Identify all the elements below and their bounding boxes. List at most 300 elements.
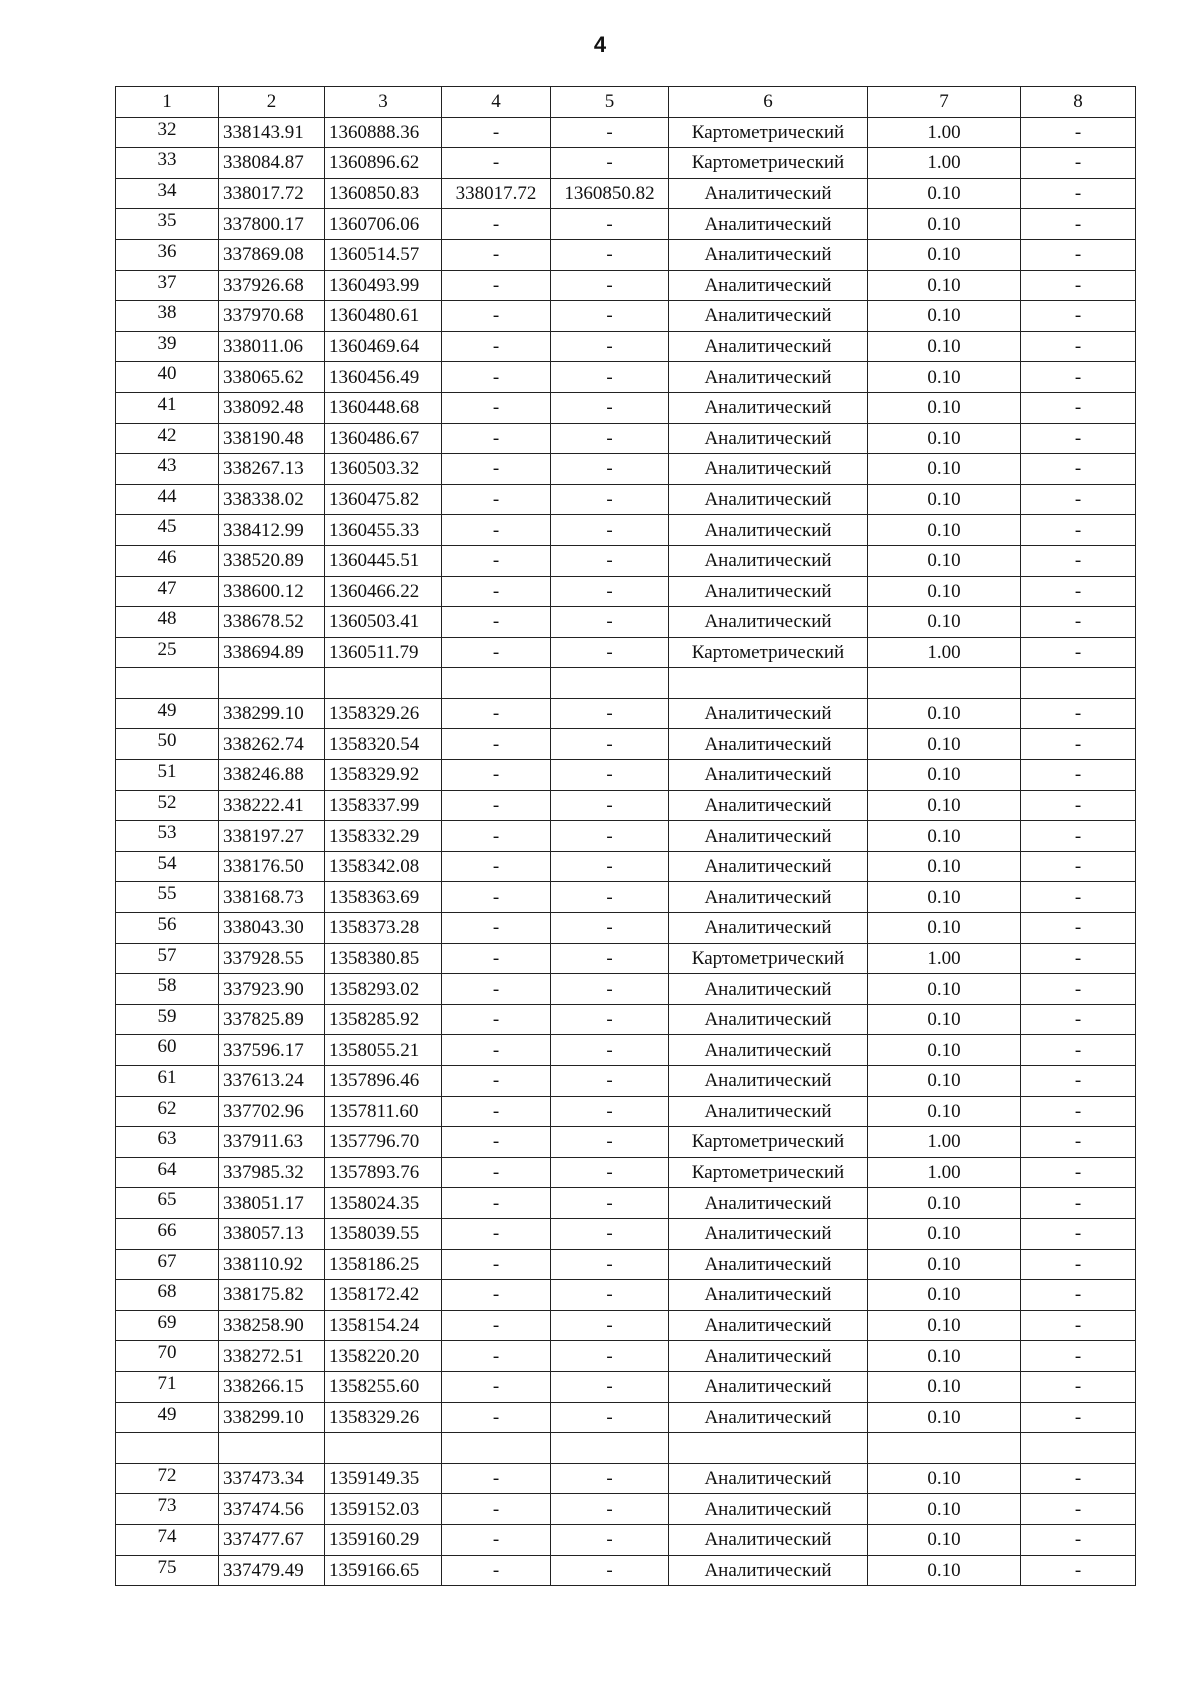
point-number-cell: 55 [116,882,219,913]
y-existing-cell: - [551,1463,669,1494]
method-cell: Аналитический [669,1280,868,1311]
y-existing-cell: 1360850.82 [551,178,669,209]
point-number-cell: 42 [116,423,219,454]
table-row [116,851,1136,882]
x-coordinate-cell: 337477.67 [219,1524,325,1555]
description-cell: - [1021,1555,1136,1586]
x-existing-cell: - [442,576,551,607]
x-coordinate-cell: 338258.90 [219,1310,325,1341]
y-existing-cell: - [551,515,669,546]
x-coordinate-cell: 337985.32 [219,1157,325,1188]
accuracy-cell: 0.10 [868,1341,1021,1372]
table-row [116,1096,1136,1127]
x-existing-cell: - [442,913,551,944]
description-cell: - [1021,1310,1136,1341]
accuracy-cell: 0.10 [868,1402,1021,1433]
description-cell: - [1021,1157,1136,1188]
point-number-cell: 54 [116,851,219,882]
accuracy-cell: 0.10 [868,1524,1021,1555]
table-row [116,668,1136,699]
method-cell: Аналитический [669,239,868,270]
description-cell: - [1021,178,1136,209]
y-existing-cell: - [551,454,669,485]
y-existing-cell: - [551,545,669,576]
x-existing-cell: - [442,515,551,546]
accuracy-cell: 0.10 [868,1280,1021,1311]
accuracy-cell: 1.00 [868,1127,1021,1158]
method-cell: Аналитический [669,423,868,454]
accuracy-cell: 0.10 [868,1555,1021,1586]
x-existing-cell: - [442,239,551,270]
page-number: 4 [593,32,607,57]
x-coordinate-cell: 338051.17 [219,1188,325,1219]
point-number-cell: 59 [116,1004,219,1035]
y-existing-cell: - [551,1524,669,1555]
x-existing-cell: - [442,882,551,913]
y-coordinate-cell: 1358172.42 [325,1280,442,1311]
x-coordinate-cell: 337869.08 [219,239,325,270]
x-coordinate-cell [219,668,325,699]
description-cell: - [1021,270,1136,301]
y-existing-cell: - [551,331,669,362]
accuracy-cell: 0.10 [868,607,1021,638]
table-row [116,790,1136,821]
x-coordinate-cell: 337479.49 [219,1555,325,1586]
description-cell: - [1021,576,1136,607]
y-existing-cell: - [551,1035,669,1066]
table-row [116,454,1136,485]
y-coordinate-cell: 1360480.61 [325,301,442,332]
method-cell: Аналитический [669,515,868,546]
y-coordinate-cell: 1358186.25 [325,1249,442,1280]
column-header: 2 [219,87,325,118]
x-coordinate-cell: 337473.34 [219,1463,325,1494]
x-coordinate-cell: 338175.82 [219,1280,325,1311]
point-number-cell: 49 [116,1402,219,1433]
accuracy-cell: 0.10 [868,1494,1021,1525]
y-coordinate-cell: 1358320.54 [325,729,442,760]
method-cell: Картометрический [669,148,868,179]
y-coordinate-cell: 1360486.67 [325,423,442,454]
x-coordinate-cell [219,1433,325,1464]
x-existing-cell: - [442,1310,551,1341]
x-coordinate-cell: 338143.91 [219,117,325,148]
accuracy-cell: 0.10 [868,484,1021,515]
table-row [116,301,1136,332]
y-existing-cell [551,1433,669,1464]
x-existing-cell: - [442,270,551,301]
table-row [116,576,1136,607]
table-body [116,117,1136,1586]
y-existing-cell: - [551,301,669,332]
y-existing-cell: - [551,209,669,240]
accuracy-cell: 0.10 [868,454,1021,485]
point-number-cell: 57 [116,943,219,974]
description-cell: - [1021,1341,1136,1372]
method-cell: Аналитический [669,821,868,852]
table-row [116,1433,1136,1464]
accuracy-cell: 0.10 [868,1310,1021,1341]
accuracy-cell: 0.10 [868,760,1021,791]
y-coordinate-cell: 1358285.92 [325,1004,442,1035]
y-existing-cell: - [551,362,669,393]
method-cell: Аналитический [669,1310,868,1341]
point-number-cell: 34 [116,178,219,209]
accuracy-cell: 1.00 [868,148,1021,179]
x-existing-cell: - [442,1157,551,1188]
description-cell: - [1021,1524,1136,1555]
table-row [116,698,1136,729]
point-number-cell: 70 [116,1341,219,1372]
x-coordinate-cell: 338266.15 [219,1371,325,1402]
x-coordinate-cell: 338011.06 [219,331,325,362]
accuracy-cell: 0.10 [868,913,1021,944]
x-existing-cell: - [442,1280,551,1311]
x-coordinate-cell: 337702.96 [219,1096,325,1127]
x-existing-cell: - [442,148,551,179]
method-cell: Аналитический [669,270,868,301]
coordinates-table [115,86,1136,1586]
description-cell: - [1021,698,1136,729]
y-coordinate-cell: 1358293.02 [325,974,442,1005]
method-cell: Аналитический [669,1341,868,1372]
x-existing-cell: - [442,301,551,332]
x-existing-cell: - [442,1004,551,1035]
y-existing-cell: - [551,484,669,515]
table-row [116,637,1136,668]
y-coordinate-cell: 1358024.35 [325,1188,442,1219]
method-cell: Картометрический [669,1127,868,1158]
y-coordinate-cell: 1358220.20 [325,1341,442,1372]
method-cell: Картометрический [669,637,868,668]
column-header: 3 [325,87,442,118]
x-existing-cell: - [442,974,551,1005]
column-header: 1 [116,87,219,118]
x-existing-cell: - [442,454,551,485]
accuracy-cell: 0.10 [868,423,1021,454]
accuracy-cell: 0.10 [868,882,1021,913]
accuracy-cell: 0.10 [868,1188,1021,1219]
y-existing-cell: - [551,882,669,913]
x-existing-cell: - [442,637,551,668]
point-number-cell: 37 [116,270,219,301]
point-number-cell: 49 [116,698,219,729]
accuracy-cell: 0.10 [868,301,1021,332]
y-coordinate-cell: 1358329.92 [325,760,442,791]
table-row [116,362,1136,393]
accuracy-cell: 0.10 [868,790,1021,821]
description-cell: - [1021,209,1136,240]
method-cell: Аналитический [669,1188,868,1219]
description-cell: - [1021,637,1136,668]
y-existing-cell: - [551,1249,669,1280]
table-row [116,1035,1136,1066]
method-cell: Аналитический [669,760,868,791]
description-cell: - [1021,974,1136,1005]
description-cell: - [1021,1188,1136,1219]
point-number-cell: 45 [116,515,219,546]
table-row [116,1463,1136,1494]
accuracy-cell [868,668,1021,699]
method-cell: Аналитический [669,913,868,944]
y-coordinate-cell: 1360469.64 [325,331,442,362]
table-row [116,821,1136,852]
description-cell: - [1021,821,1136,852]
accuracy-cell: 0.10 [868,821,1021,852]
y-existing-cell: - [551,943,669,974]
x-coordinate-cell: 338176.50 [219,851,325,882]
x-existing-cell: - [442,698,551,729]
x-existing-cell: - [442,821,551,852]
table-row [116,423,1136,454]
table-row [116,148,1136,179]
accuracy-cell: 0.10 [868,1463,1021,1494]
point-number-cell: 40 [116,362,219,393]
accuracy-cell: 0.10 [868,1035,1021,1066]
description-cell: - [1021,943,1136,974]
table-row [116,239,1136,270]
method-cell: Аналитический [669,362,868,393]
table-row [116,209,1136,240]
x-existing-cell: - [442,943,551,974]
accuracy-cell: 1.00 [868,117,1021,148]
x-coordinate-cell: 338246.88 [219,760,325,791]
description-cell: - [1021,851,1136,882]
x-existing-cell: - [442,392,551,423]
y-existing-cell: - [551,1157,669,1188]
y-coordinate-cell: 1358154.24 [325,1310,442,1341]
method-cell: Аналитический [669,607,868,638]
x-existing-cell: - [442,1524,551,1555]
description-cell: - [1021,362,1136,393]
y-coordinate-cell [325,668,442,699]
method-cell: Аналитический [669,545,868,576]
method-cell: Картометрический [669,117,868,148]
table-row [116,760,1136,791]
description-cell: - [1021,790,1136,821]
method-cell: Аналитический [669,1035,868,1066]
x-coordinate-cell: 338168.73 [219,882,325,913]
y-coordinate-cell: 1359149.35 [325,1463,442,1494]
y-coordinate-cell: 1360896.62 [325,148,442,179]
method-cell: Аналитический [669,882,868,913]
x-coordinate-cell: 338092.48 [219,392,325,423]
y-coordinate-cell: 1360448.68 [325,392,442,423]
accuracy-cell: 0.10 [868,331,1021,362]
x-existing-cell [442,668,551,699]
x-existing-cell: - [442,1371,551,1402]
point-number-cell: 65 [116,1188,219,1219]
method-cell: Аналитический [669,1004,868,1035]
y-coordinate-cell: 1357796.70 [325,1127,442,1158]
point-number-cell [116,668,219,699]
y-coordinate-cell: 1358332.29 [325,821,442,852]
point-number-cell: 44 [116,484,219,515]
method-cell: Картометрический [669,943,868,974]
y-coordinate-cell: 1357896.46 [325,1066,442,1097]
table-row [116,515,1136,546]
point-number-cell: 58 [116,974,219,1005]
x-existing-cell: - [442,760,551,791]
point-number-cell: 61 [116,1066,219,1097]
description-cell: - [1021,1096,1136,1127]
description-cell: - [1021,1402,1136,1433]
y-existing-cell: - [551,913,669,944]
table-row [116,484,1136,515]
x-coordinate-cell: 338110.92 [219,1249,325,1280]
x-existing-cell: - [442,117,551,148]
y-existing-cell: - [551,637,669,668]
method-cell: Аналитический [669,1066,868,1097]
point-number-cell: 52 [116,790,219,821]
x-coordinate-cell: 337474.56 [219,1494,325,1525]
x-coordinate-cell: 337928.55 [219,943,325,974]
description-cell: - [1021,1249,1136,1280]
point-number-cell: 25 [116,637,219,668]
method-cell: Аналитический [669,698,868,729]
y-coordinate-cell: 1360503.41 [325,607,442,638]
y-coordinate-cell: 1358363.69 [325,882,442,913]
x-existing-cell: - [442,331,551,362]
method-cell: Аналитический [669,729,868,760]
x-coordinate-cell: 338600.12 [219,576,325,607]
y-existing-cell: - [551,1371,669,1402]
y-existing-cell: - [551,698,669,729]
x-coordinate-cell: 338520.89 [219,545,325,576]
accuracy-cell: 0.10 [868,209,1021,240]
point-number-cell: 74 [116,1524,219,1555]
method-cell: Аналитический [669,851,868,882]
x-coordinate-cell: 338412.99 [219,515,325,546]
x-existing-cell: - [442,484,551,515]
accuracy-cell: 0.10 [868,1249,1021,1280]
y-coordinate-cell: 1358255.60 [325,1371,442,1402]
description-cell: - [1021,484,1136,515]
point-number-cell: 51 [116,760,219,791]
point-number-cell: 68 [116,1280,219,1311]
table-row [116,331,1136,362]
point-number-cell: 43 [116,454,219,485]
y-existing-cell: - [551,974,669,1005]
x-existing-cell: - [442,1188,551,1219]
x-existing-cell [442,1433,551,1464]
table-row [116,1524,1136,1555]
method-cell: Аналитический [669,484,868,515]
x-coordinate-cell: 337911.63 [219,1127,325,1158]
y-existing-cell: - [551,1218,669,1249]
method-cell: Аналитический [669,1494,868,1525]
y-coordinate-cell: 1360850.83 [325,178,442,209]
description-cell: - [1021,1371,1136,1402]
point-number-cell: 35 [116,209,219,240]
y-coordinate-cell: 1360456.49 [325,362,442,393]
y-existing-cell: - [551,1494,669,1525]
y-coordinate-cell: 1360445.51 [325,545,442,576]
point-number-cell: 32 [116,117,219,148]
x-coordinate-cell: 338190.48 [219,423,325,454]
point-number-cell: 67 [116,1249,219,1280]
y-existing-cell: - [551,790,669,821]
x-existing-cell: - [442,851,551,882]
point-number-cell: 73 [116,1494,219,1525]
description-cell: - [1021,1035,1136,1066]
x-existing-cell: - [442,1463,551,1494]
description-cell: - [1021,1463,1136,1494]
x-coordinate-cell: 337800.17 [219,209,325,240]
accuracy-cell: 1.00 [868,637,1021,668]
y-coordinate-cell: 1360475.82 [325,484,442,515]
method-cell: Картометрический [669,1157,868,1188]
y-coordinate-cell: 1357893.76 [325,1157,442,1188]
point-number-cell: 33 [116,148,219,179]
y-coordinate-cell: 1359160.29 [325,1524,442,1555]
x-existing-cell: - [442,1066,551,1097]
description-cell: - [1021,515,1136,546]
method-cell: Аналитический [669,1524,868,1555]
y-coordinate-cell: 1358342.08 [325,851,442,882]
y-coordinate-cell: 1360706.06 [325,209,442,240]
y-coordinate-cell: 1358055.21 [325,1035,442,1066]
x-existing-cell: - [442,362,551,393]
table-row [116,943,1136,974]
y-coordinate-cell: 1360511.79 [325,637,442,668]
description-cell: - [1021,607,1136,638]
y-existing-cell: - [551,270,669,301]
x-coordinate-cell: 338678.52 [219,607,325,638]
method-cell: Аналитический [669,209,868,240]
point-number-cell: 63 [116,1127,219,1158]
method-cell: Аналитический [669,1249,868,1280]
description-cell: - [1021,882,1136,913]
table-row [116,1402,1136,1433]
x-existing-cell: - [442,1035,551,1066]
accuracy-cell: 0.10 [868,545,1021,576]
y-existing-cell: - [551,576,669,607]
y-existing-cell [551,668,669,699]
point-number-cell: 56 [116,913,219,944]
table-row [116,117,1136,148]
method-cell: Аналитический [669,454,868,485]
description-cell: - [1021,729,1136,760]
accuracy-cell: 0.10 [868,851,1021,882]
description-cell [1021,1433,1136,1464]
column-header: 8 [1021,87,1136,118]
x-coordinate-cell: 338222.41 [219,790,325,821]
x-existing-cell: - [442,729,551,760]
table-row [116,270,1136,301]
description-cell: - [1021,1280,1136,1311]
accuracy-cell: 0.10 [868,1371,1021,1402]
point-number-cell: 50 [116,729,219,760]
x-coordinate-cell: 337613.24 [219,1066,325,1097]
x-coordinate-cell: 337970.68 [219,301,325,332]
method-cell [669,668,868,699]
y-existing-cell: - [551,1127,669,1158]
y-coordinate-cell: 1360888.36 [325,117,442,148]
description-cell: - [1021,1127,1136,1158]
accuracy-cell: 0.10 [868,698,1021,729]
table-row [116,882,1136,913]
point-number-cell: 38 [116,301,219,332]
x-coordinate-cell: 337596.17 [219,1035,325,1066]
x-coordinate-cell: 338338.02 [219,484,325,515]
method-cell: Аналитический [669,1555,868,1586]
accuracy-cell: 1.00 [868,943,1021,974]
y-coordinate-cell: 1358373.28 [325,913,442,944]
y-existing-cell: - [551,821,669,852]
y-coordinate-cell: 1360455.33 [325,515,442,546]
method-cell: Аналитический [669,1371,868,1402]
